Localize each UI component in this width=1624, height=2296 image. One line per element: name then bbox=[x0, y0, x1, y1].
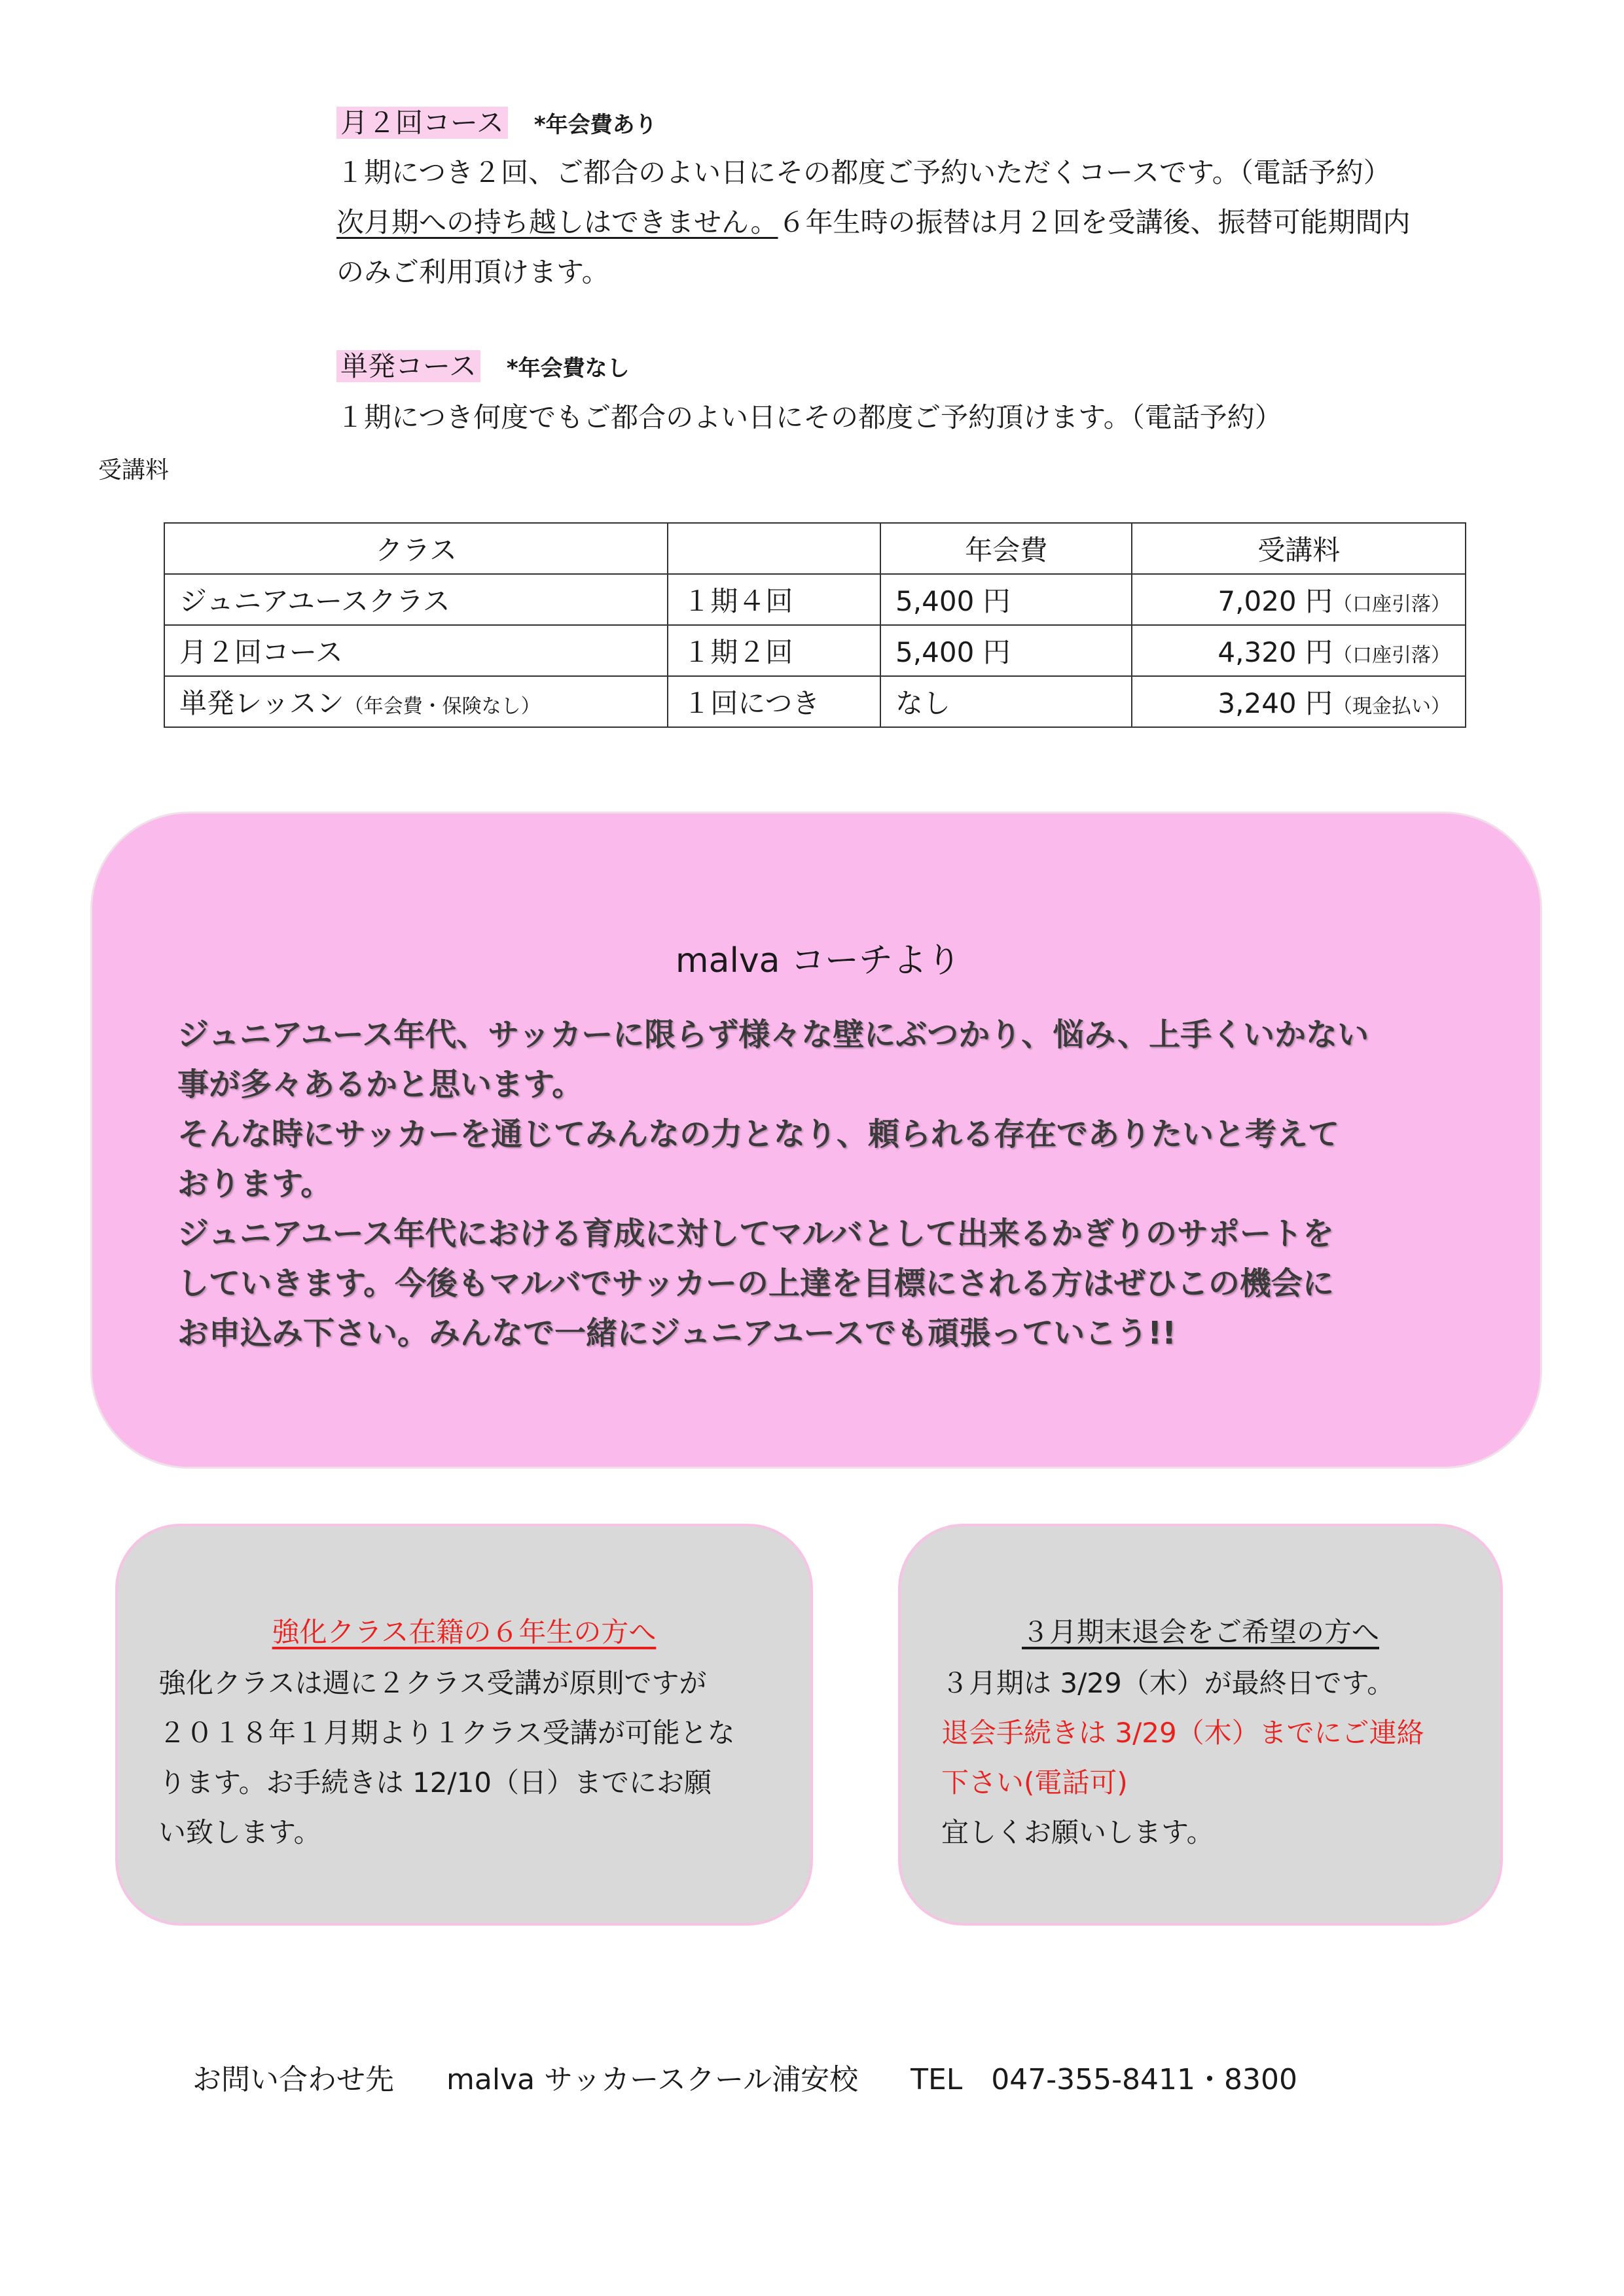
contact-footer bbox=[192, 2060, 1297, 2100]
header-class: クラス bbox=[164, 523, 668, 574]
fee-table-header bbox=[164, 523, 1466, 574]
coach-message-line: そんな時にサッカーを通じてみんなの力となり、頼られる存在でありたいと考えて bbox=[177, 1116, 1340, 1153]
withdrawal-contact-note: 下さい(電話可) bbox=[941, 1767, 1128, 1799]
row-class-name bbox=[164, 676, 668, 727]
monthly-course-line-3: のみご利用頂けます。 bbox=[336, 256, 609, 288]
monthly-course-title: 月２回コース bbox=[336, 107, 508, 139]
withdrawal-notice-title: ３月期末退会をご希望の方へ bbox=[1021, 1616, 1379, 1648]
row-frequency: １期４回 bbox=[668, 574, 880, 625]
coach-message-title: malva コーチより bbox=[675, 941, 962, 980]
grade6-notice-line: 強化クラスは週に２クラス受講が原則ですが bbox=[158, 1667, 707, 1699]
class-name-note: （年会費・保険なし） bbox=[344, 695, 541, 718]
withdrawal-deadline: 退会手続きは 3/29（木）までにご連絡 bbox=[941, 1717, 1424, 1749]
table-row bbox=[164, 625, 1466, 676]
class-name-text: ジュニアユースクラス bbox=[179, 585, 450, 617]
single-course-title: 単発コース bbox=[336, 350, 480, 382]
tuition-amount: 4,320 円 bbox=[1218, 636, 1333, 668]
tuition-amount: 7,020 円 bbox=[1218, 585, 1333, 617]
payment-method: （現金払い） bbox=[1333, 695, 1451, 718]
monthly-course-line-1: １期につき２回、ご都合のよい日にその都度ご予約いただくコースです。（電話予約） bbox=[336, 156, 1391, 188]
contact-label: お問い合わせ先 bbox=[192, 2063, 394, 2096]
coach-message-box bbox=[90, 812, 1542, 1469]
phone-number: TEL 047-355-8411・8300 bbox=[911, 2063, 1297, 2096]
row-frequency: １回につき bbox=[668, 676, 880, 727]
fee-section-label: 受講料 bbox=[98, 457, 170, 484]
withdrawal-last-day: ３月期は 3/29（木）が最終日です。 bbox=[941, 1667, 1395, 1699]
monthly-course-heading bbox=[336, 105, 657, 143]
row-class-name bbox=[164, 574, 668, 625]
single-course-heading bbox=[336, 348, 630, 387]
coach-message-line: お申込み下さい。みんなで一緒にジュニアユースでも頑張っていこう!! bbox=[177, 1315, 1177, 1352]
header-tuition: 受講料 bbox=[1132, 523, 1466, 574]
row-annual-fee: なし bbox=[880, 676, 1132, 727]
payment-method: （口座引落） bbox=[1333, 593, 1451, 616]
row-annual-fee: 5,400 円 bbox=[880, 625, 1132, 676]
header-frequency bbox=[668, 523, 880, 574]
grade6-notice-box bbox=[115, 1524, 813, 1926]
row-tuition bbox=[1132, 625, 1466, 676]
coach-message-body bbox=[177, 1010, 1369, 1358]
row-frequency: １期２回 bbox=[668, 625, 880, 676]
row-class-name bbox=[164, 625, 668, 676]
row-annual-fee: 5,400 円 bbox=[880, 574, 1132, 625]
fee-table bbox=[164, 522, 1466, 728]
header-annual-fee: 年会費 bbox=[880, 523, 1132, 574]
grade6-notice-line: ２０１８年１月期より１クラス受講が可能とな bbox=[158, 1717, 735, 1749]
withdrawal-notice-box bbox=[898, 1524, 1503, 1926]
tuition-amount: 3,240 円 bbox=[1218, 687, 1333, 719]
coach-message-line: ジュニアユース年代、サッカーに限らず様々な壁にぶつかり、悩み、上手くいかない bbox=[177, 1016, 1369, 1053]
row-tuition bbox=[1132, 676, 1466, 727]
coach-message-line: 事が多々あるかと思います。 bbox=[177, 1066, 584, 1103]
makeup-note: ６年生時の振替は月２回を受講後、振替可能期間内 bbox=[778, 206, 1411, 238]
payment-method: （口座引落） bbox=[1333, 644, 1451, 667]
withdrawal-closing: 宜しくお願いします。 bbox=[941, 1816, 1214, 1848]
table-row bbox=[164, 574, 1466, 625]
grade6-notice-title: 強化クラス在籍の６年生の方へ bbox=[272, 1616, 657, 1648]
monthly-course-note: *年会費あり bbox=[533, 112, 657, 138]
row-tuition bbox=[1132, 574, 1466, 625]
monthly-course-line-2 bbox=[336, 198, 1411, 247]
coach-message-line: ジュニアユース年代における育成に対してマルバとして出来るかぎりのサポートを bbox=[177, 1215, 1334, 1252]
grade6-notice-line: ります。お手続きは 12/10（日）までにお願 bbox=[158, 1767, 712, 1799]
coach-message-line: していきます。今後もマルバでサッカーの上達を目標にされる方はぜひこの機会に bbox=[177, 1265, 1334, 1302]
coach-message-line: おります。 bbox=[177, 1166, 333, 1202]
single-course-line-1: １期につき何度でもご都合のよい日にその都度ご予約頂けます。（電話予約） bbox=[336, 401, 1282, 433]
class-name-text: 月２回コース bbox=[179, 636, 343, 668]
school-name: malva サッカースクール浦安校 bbox=[446, 2063, 859, 2096]
table-row bbox=[164, 676, 1466, 727]
single-course-note: *年会費なし bbox=[506, 355, 630, 382]
class-name-text: 単発レッスン bbox=[179, 687, 344, 719]
no-carryover-note: 次月期への持ち越しはできません。 bbox=[336, 206, 778, 238]
grade6-notice-line: い致します。 bbox=[158, 1816, 321, 1848]
